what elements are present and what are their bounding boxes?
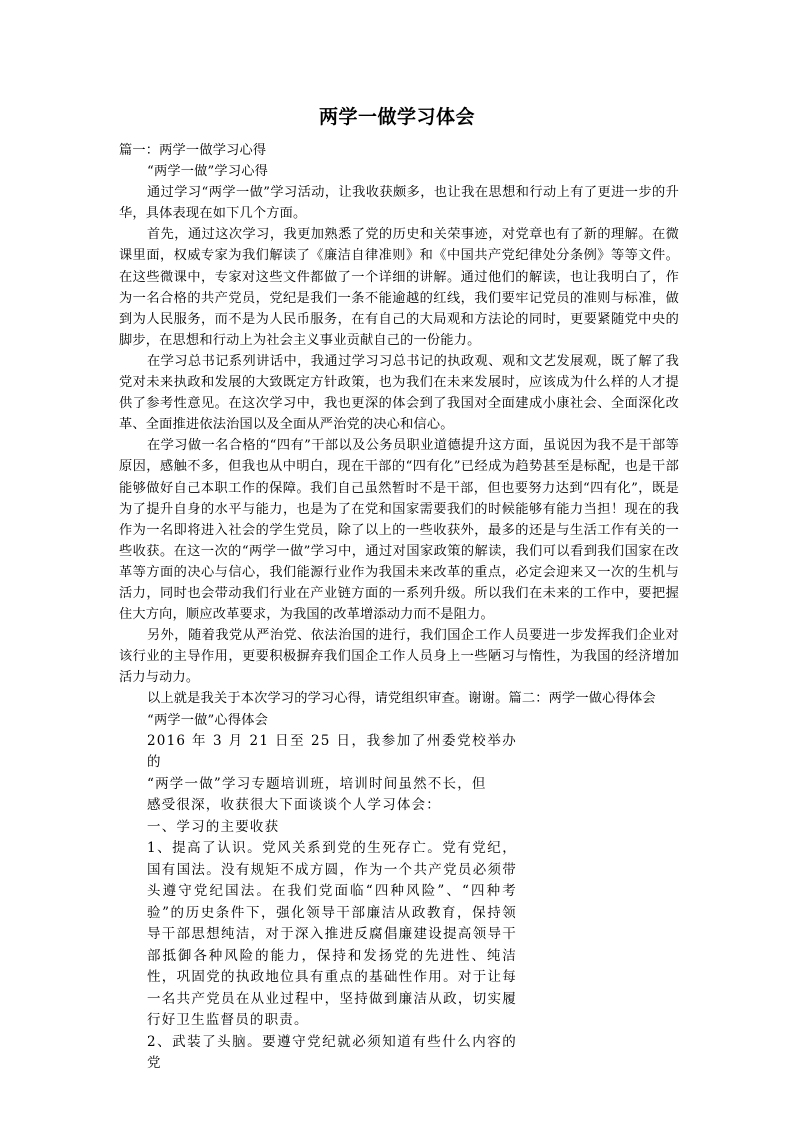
list-item: 2、武装了头脑。要遵守党纪就必须知道有些什么内容的党 (147, 1033, 517, 1072)
section-subheading-2: “两学一做”心得体会 (147, 712, 268, 728)
body-paragraph: 通过学习“两学一做”学习活动，让我收获颇多，也让我在思想和行动上有了更进一步的升华，具体表现在如下几个方面。 (119, 185, 679, 222)
body-paragraph: 首先，通过这次学习，我更加熟悉了党的历史和关荣事迹，对党章也有了新的理解。在微课里面，权威专家为我们解读了《廉洁自律准则》和《中国共产党纪律处分条例》等等文件。在这些微课中，专家对这些文件都做了一个详细的讲解。通过他们的解读，也让我明白了，作为一名合格的共产党员，党纪是我们一条不能逾越的红线，我们要牢记党员的准则与标准，做到为人民服务，而不是为人民币服务，在有自己的大局观和方法论的同时，更要紧随党中央的脚步，在思想和行动上为社会主义事业贡献自己的一份能力。 (119, 227, 679, 348)
document-title: 两学一做学习体会 (318, 106, 475, 128)
section-heading-1: 篇一：两学一做学习心得 (119, 143, 267, 158)
body-line: 感受很深，收获很大下面谈谈个人学习体会： (147, 797, 441, 814)
body-line: “两学一做”学习专题培训班，培训时间虽然不长，但 (147, 775, 487, 792)
section-subheading-1: “两学一做”学习心得 (147, 164, 268, 180)
body-paragraph: 在学习总书记系列讲话中，我通过学习习总书记的执政观、观和文艺发展观，既了解了我党对未来执政和发展的大致既定方针政策，也为我们在未来发展时，应该成为什么样的人才提供了参考性意见。在这次学习中，我也更深的体会到了我国对全面建成小康社会、全面深化改革、全面推进依法治国以及全面从严治党的决心和信心。 (119, 353, 679, 433)
list-heading: 一、学习的主要收获 (147, 818, 280, 835)
list-item: 1、提高了认识。党风关系到党的生死存亡。党有党纪，国有国法。没有规矩不成方圆，作为一个共产党员必须带头遵守党纪国法。在我们党面临“四种风险”、“四种考验”的历史条件下，强化领导干部廉洁从政教育，保持领导干部思想纯洁，对于深入推进反腐倡廉建设提高领导干部抵御各种风险的能力，保持和发扬党的先进性、纯洁性，巩固党的执政地位具有重点的基础性作用。对于让每一名共产党员在从业过程中，坚持做到廉洁从政，切实履行好卫生监督员的职责。 (147, 840, 517, 1029)
body-paragraph: 在学习做一名合格的“四有”干部以及公务员职业道德提升这方面，虽说因为我不是干部等原因，感触不多，但我也从中明白，现在干部的“四有化”已经成为趋势甚至是标配，也是干部能够做好自己本职工作的保障。我们自己虽然暂时不是干部，但也要努力达到“四有化”，既是为了提升自身的水平与能力，也是为了在党和国家需要我们的时候能够有能力当担！现在的我作为一名即将进入社会的学生党员，除了以上的一些收获外，最多的还是与生活工作有关的一些收获。在这一次的“两学一做”学习中，通过对国家政策的解读，我们可以看到我们国家在改革等方面的决心与信心，我们能源行业作为我国未来改革的重点，必定会迎来又一次的生机与活力，同时也会带动我们行业在产业链方面的一系列升级。所以我们在未来的工作中，要把握住大方向，顺应改革要求，为我国的改革增添动力而不是阻力。 (119, 438, 679, 623)
body-line: 2016 年 3 月 21 日至 25 日，我参加了州委党校举办的 (147, 732, 517, 771)
body-paragraph: 以上就是我关于本次学习的学习心得，请党组织审查。谢谢。篇二：两学一做心得体会 (147, 691, 656, 707)
body-paragraph: 另外，随着我党从严治党、依法治国的进行，我们国企工作人员要进一步发挥我们企业对该行业的主导作用，更要积极摒弃我们国企工作人员身上一些陋习与惰性，为我国的经济增加活力与动力。 (119, 628, 679, 686)
document-body (119, 140, 679, 1075)
